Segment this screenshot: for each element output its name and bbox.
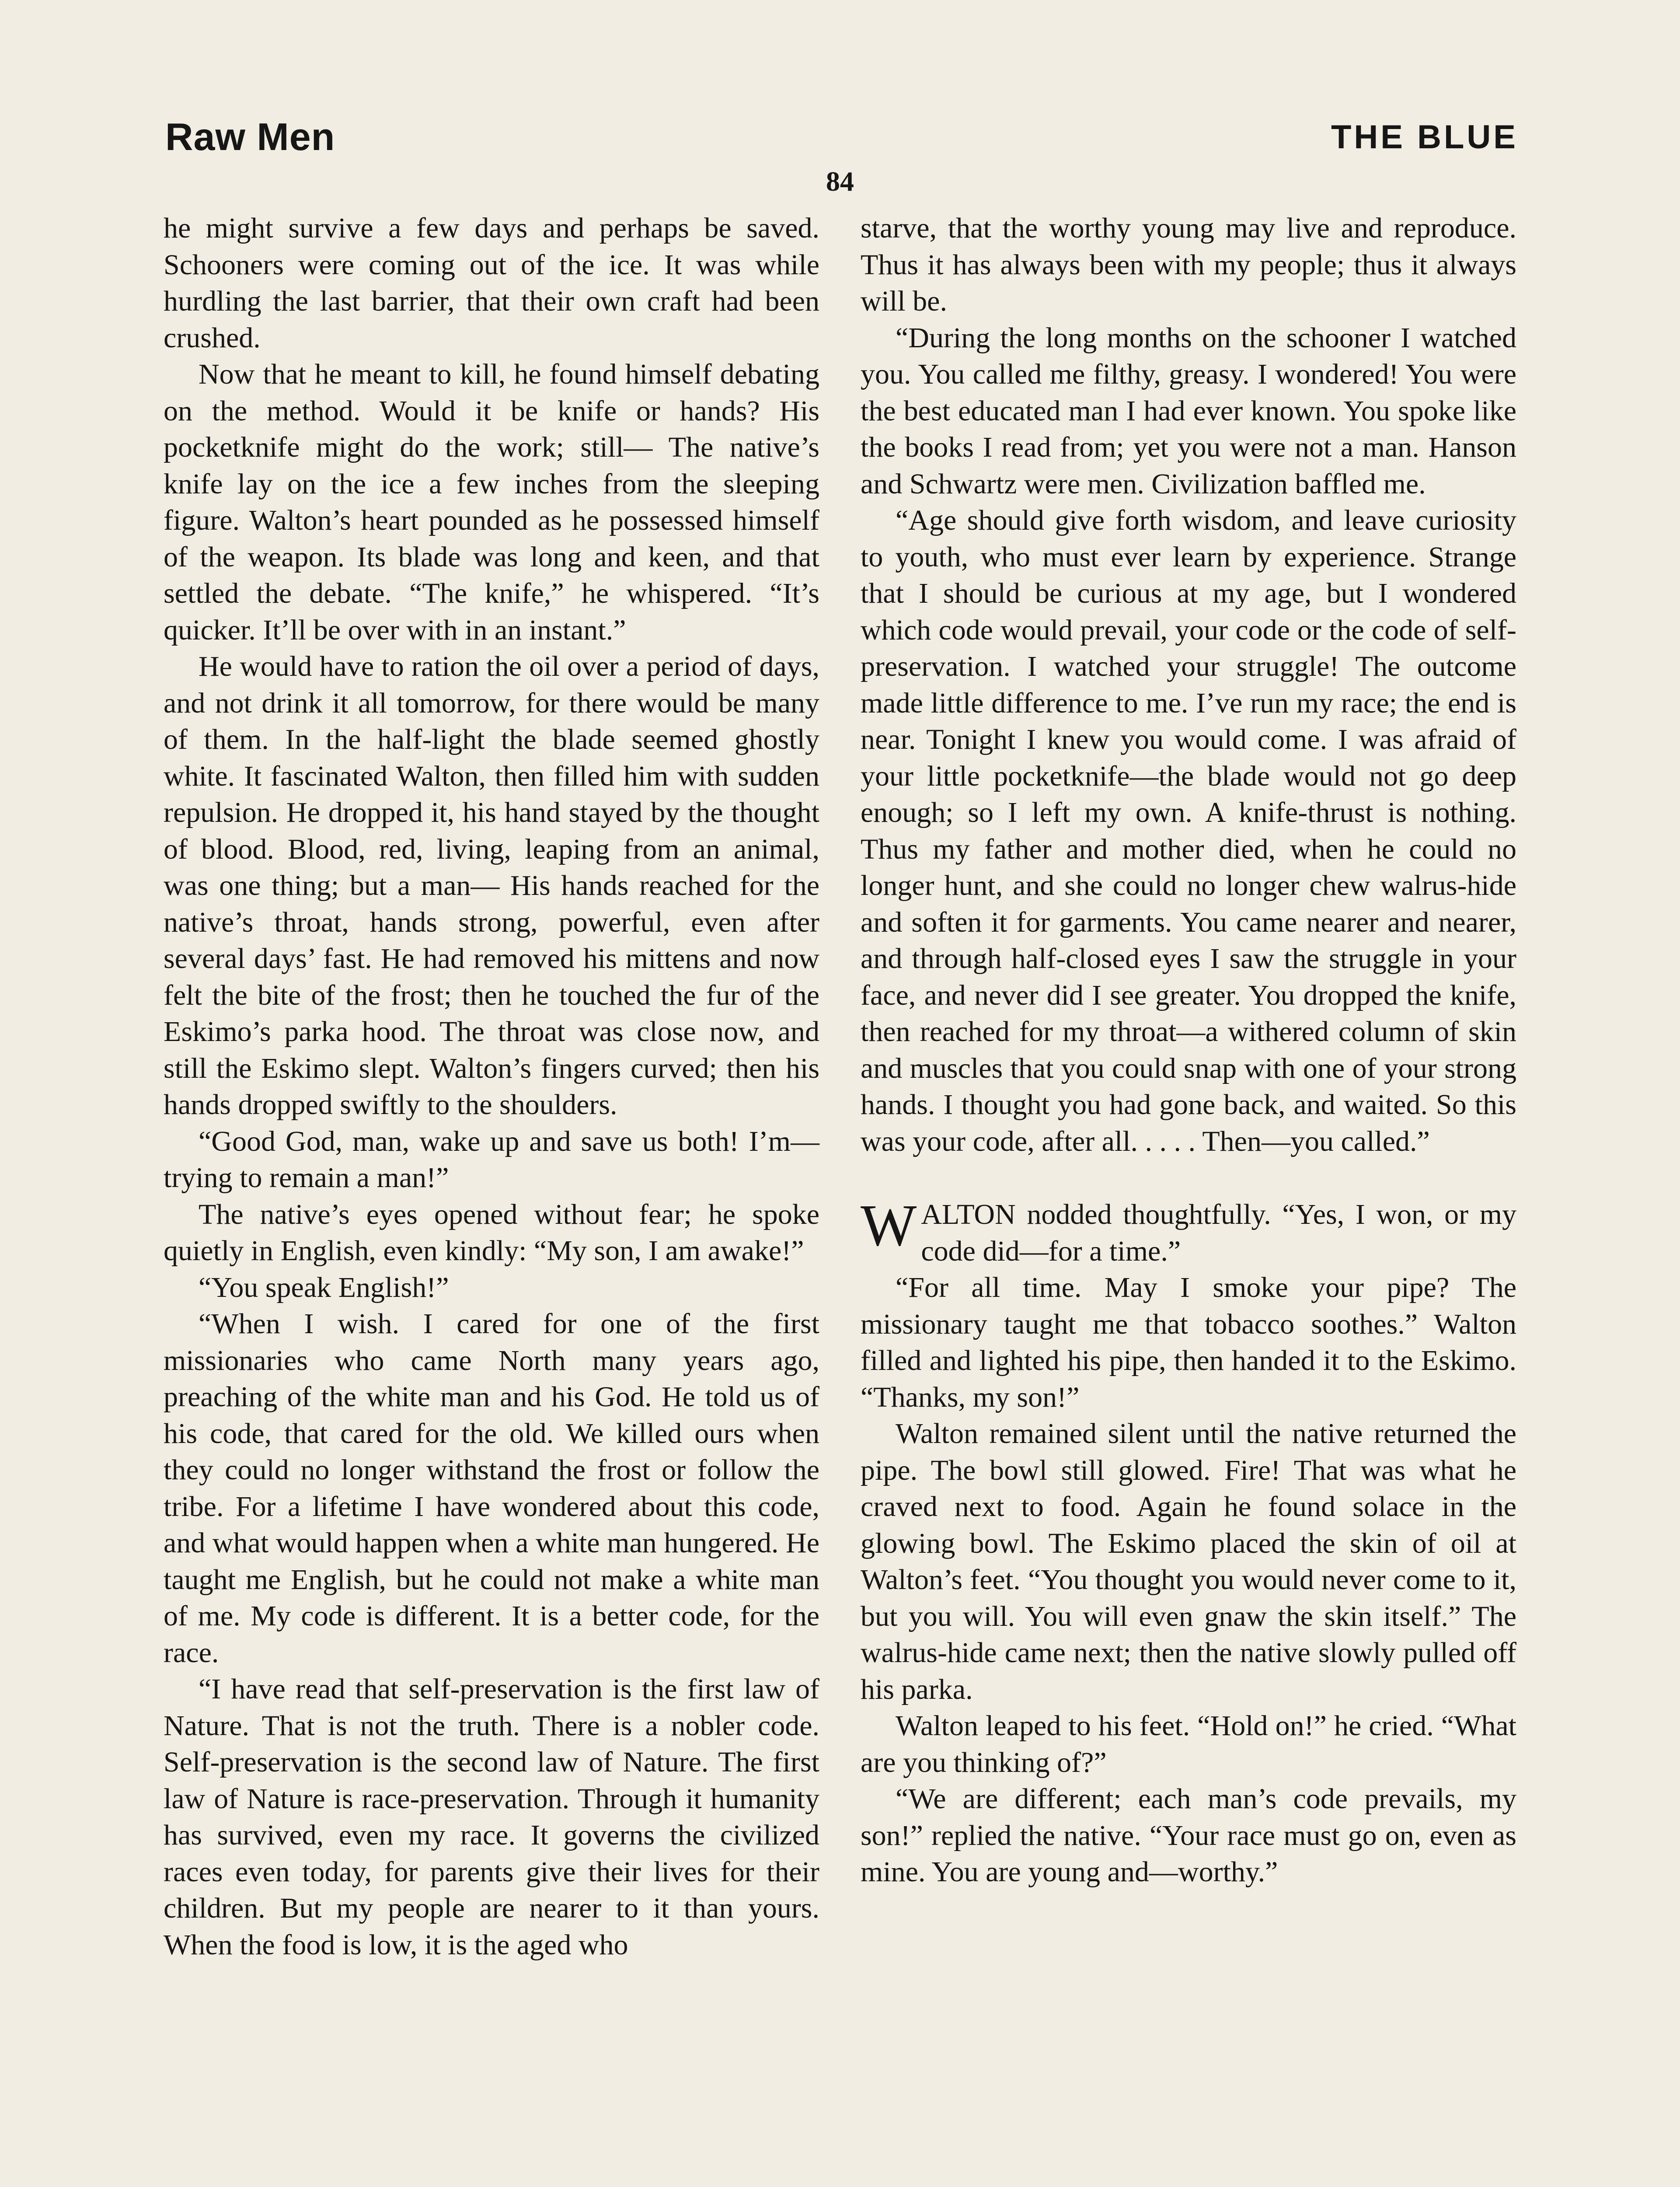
paragraph: “We are different; each man’s code prevails, my son!” replied the native. “Your race must go on, even as mine. You are young and—worthy.”: [861, 1783, 1516, 1888]
paragraph: “Age should give forth wisdom, and leave curiosity to youth, who must ever learn by experience. Strange that I should be curious at my age, but I wondered which code would prevail, your code or the code of self-preservation. I watched your struggle! The outcome made little difference to me. I’ve run my race; the end is near. Tonight I knew you would come. I was afraid of your little pocketknife—the blade would not go deep enough; so I left my own. A knife-thrust is nothing. Thus my father and mother died, when he could no longer hunt, and she could no longer chew walrus-hide and soften it for garments. You came nearer and nearer, and through half-closed eyes I saw the struggle in your face, and never did I see greater. You dropped the knife, then reached for my throat—a withered column of skin and muscles that you could snap with one of your strong hands. I thought you had gone back, and waited. So this was your code, after all. . . . . Then—you called.”: [861, 504, 1516, 1157]
paragraph: “When I wish. I cared for one of the first missionaries who came North many years ago, preaching of the white man and his God. He told us of his code, that cared for the old. We killed ours when they could no longer withstand the frost or follow the tribe. For a lifetime I have wondered about this code, and what would happen when a white man hungered. He taught me English, but he could not make a white man of me. My code is different. It is a better code, for the race.: [164, 1308, 819, 1669]
paragraph: “I have read that self-preservation is the first law of Nature. That is not the truth. There is a nobler code. Self-preservation is the second law of Nature. The first law of Nature is race-preservation. Through it humanity has survived, even my race. It governs the civilized races even today, for parents give their lives for their children. But my people are nearer to it than yours. When the food is low, it is the aged who: [164, 1673, 819, 1961]
paragraph: He would have to ration the oil over a period of days, and not drink it all tomorrow, for there would be many of them. In the half-light the blade seemed ghostly white. It fascinated Walton, then filled him with sudden repulsion. He dropped it, his hand stayed by the thought of blood. Blood, red, living, leaping from an animal, was one thing; but a man— His hands reached for the native’s throat, hands strong, powerful, even after several days’ fast. He had removed his mittens and now felt the bite of the frost; then he touched the fur of the Eskimo’s parka hood. The throat was close now, and still the Eskimo slept. Walton’s fingers curved; then his hands dropped swiftly to the shoulders.: [164, 650, 819, 1121]
section-start-paragraph: [861, 1193, 1516, 1269]
paragraph: starve, that the worthy young may live and reproduce. Thus it has always been with my people; thus it always will be.: [861, 212, 1516, 317]
paragraph: he might survive a few days and perhaps be saved. Schooners were coming out of the ice. It was while hurdling the last barrier, that their own craft had been crushed.: [164, 212, 819, 354]
paragraph: “Good God, man, wake up and save us both! I’m—trying to remain a man!”: [164, 1125, 819, 1194]
page-number: 84: [826, 166, 854, 197]
paragraph: Walton remained silent until the native returned the pipe. The bowl still glowed. Fire! That was what he craved next to food. Again he found solace in the glowing bowl. The Eskimo placed the skin of oil at Walton’s feet. “You thought you would never come to it, but you will. You will even gnaw the skin itself.” The walrus-hide came next; then the native slowly pulled off his parka.: [861, 1418, 1516, 1705]
section-start-text: ALTON nodded thoughtfully. “Yes, I won, or my code did—for a time.”: [921, 1198, 1516, 1267]
paragraph: Walton leaped to his feet. “Hold on!” he cried. “What are you thinking of?”: [861, 1710, 1516, 1778]
left-column: [164, 210, 819, 1963]
right-column: [861, 210, 1516, 1890]
drop-cap: W: [861, 1193, 917, 1258]
paragraph: “For all time. May I smoke your pipe? The missionary taught me that tobacco soothes.” Walton filled and lighted his pipe, then handed it to the Eskimo. “Thanks, my son!”: [861, 1272, 1516, 1413]
paragraph: The native’s eyes opened without fear; he spoke quietly in English, even kindly: “My son, I am awake!”: [164, 1198, 819, 1267]
paragraph: “You speak English!”: [199, 1271, 449, 1303]
paragraph: Now that he meant to kill, he found himself debating on the method. Would it be knife or hands? His pocketknife might do the work; still— The native’s knife lay on the ice a few inches from the sleeping figure. Walton’s heart pounded as he possessed himself of the weapon. Its blade was long and keen, and that settled the debate. “The knife,” he whispered. “It’s quicker. It’ll be over with in an instant.”: [164, 358, 819, 646]
story-title: Raw Men: [165, 115, 335, 158]
magazine-name: THE BLUE: [1331, 119, 1518, 156]
paragraph: “During the long months on the schooner I watched you. You called me filthy, greasy. I wondered! You were the best educated man I had ever known. You spoke like the books I read from; yet you were not a man. Hanson and Schwartz were men. Civilization baffled me.: [861, 321, 1516, 500]
